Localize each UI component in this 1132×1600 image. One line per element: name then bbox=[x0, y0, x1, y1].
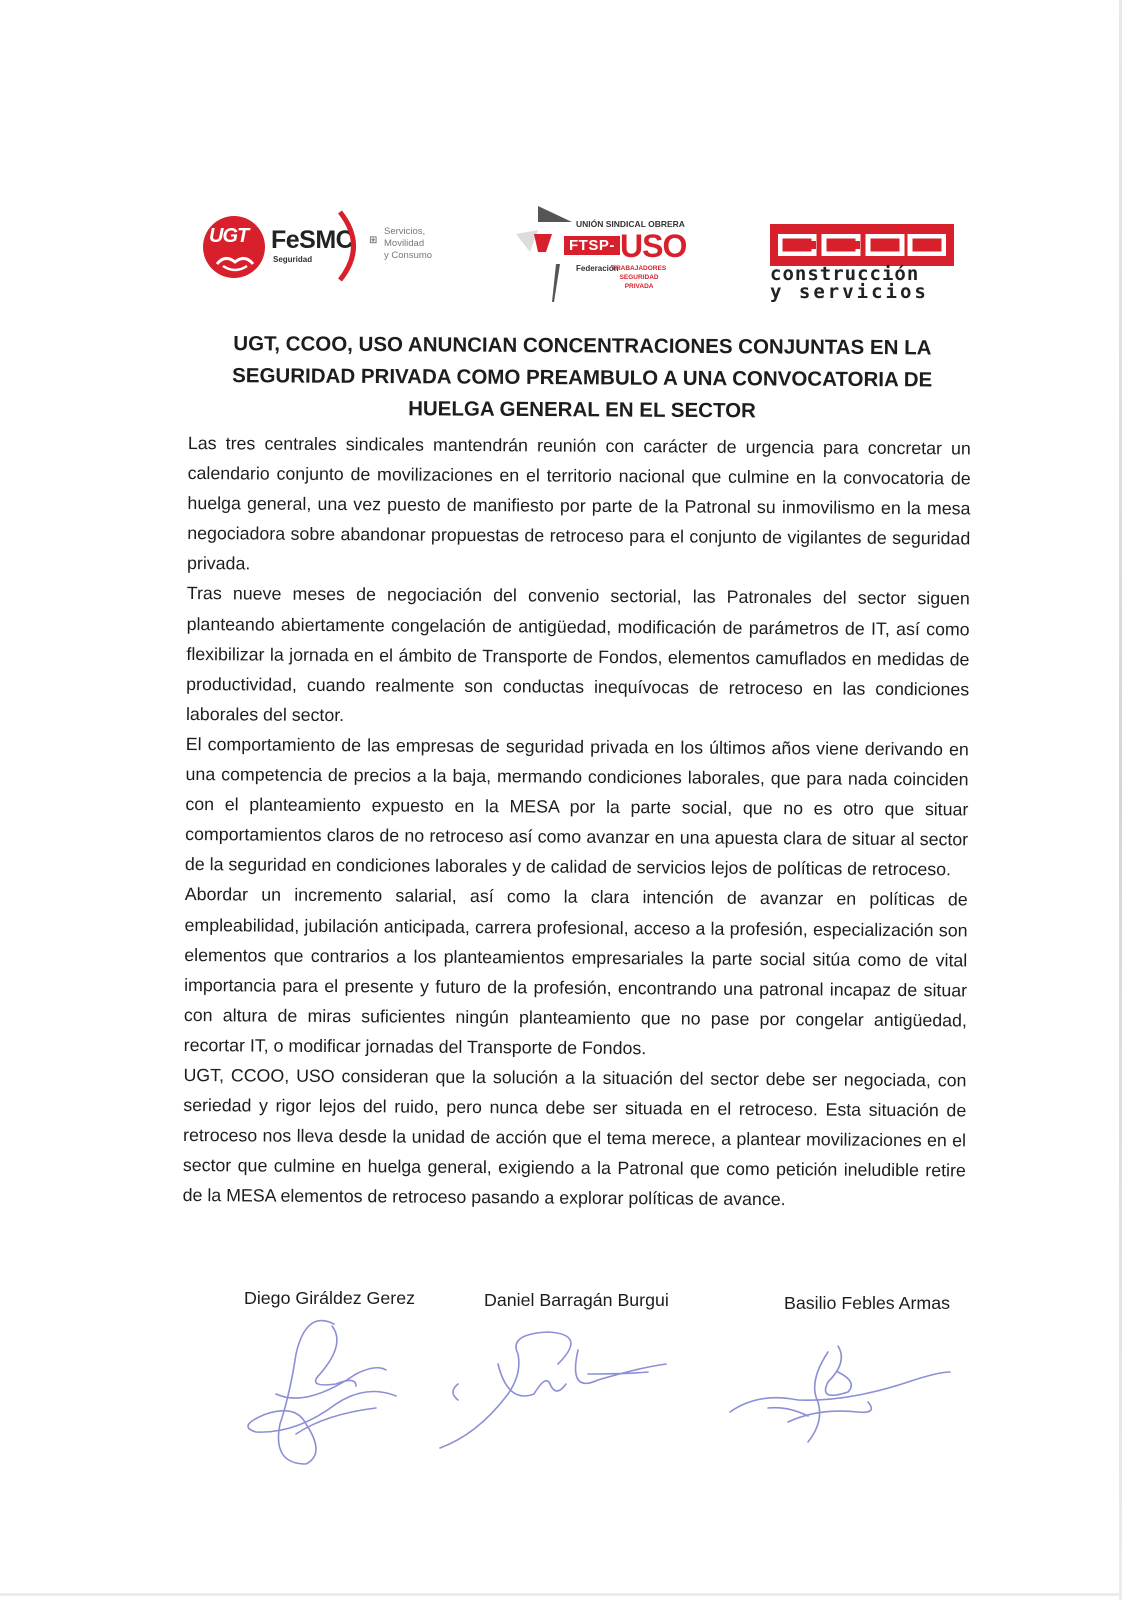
fesmc-sector: Servicios, Movilidad y Consumo bbox=[384, 226, 433, 261]
paragraph: Tras nueve meses de negociación del convenio sectorial, las Patronales del sector siguen planteando abiertamente congelación de antigüedad, modificación de parámetros de IT, así como flexibilizar la jornada en el ámbito de Transporte de Fondos, elementos camuflados en medidas de productividad, cuando realmente son conductas inequívocas de retroceso en las condiciones laborales del sector. bbox=[185, 583, 970, 725]
title-line: UGT, CCOO, USO ANUNCIAN CONCENTRACIONES CONJUNTAS EN LA bbox=[233, 332, 932, 360]
ftsp-uso-logo bbox=[512, 204, 692, 304]
signature-1 bbox=[236, 1314, 406, 1474]
fesmc-name: FeSMC bbox=[271, 226, 354, 254]
uso-federation-lines: TRABAJADORES SEGURIDAD PRIVADA bbox=[612, 265, 667, 290]
page-bottom-edge bbox=[0, 1593, 1120, 1596]
ccoo-line1: construcción bbox=[770, 263, 920, 285]
ugt-mark: UGT bbox=[209, 225, 249, 247]
fesmc-arc-icon bbox=[337, 208, 367, 284]
document-body bbox=[183, 428, 971, 1216]
title-line: HUELGA GENERAL EN EL SECTOR bbox=[408, 397, 756, 423]
ccoo-logo bbox=[770, 224, 954, 304]
uso-name: USO bbox=[620, 228, 687, 264]
signatory-name: Daniel Barragán Burgui bbox=[484, 1290, 669, 1310]
signature-2 bbox=[438, 1324, 678, 1456]
ccoo-red-box bbox=[770, 224, 954, 266]
page-edge bbox=[1119, 0, 1122, 1600]
signatory-name: Basilio Febles Armas bbox=[784, 1293, 951, 1313]
fesmc-small-mark-icon: ⊞ bbox=[369, 235, 378, 246]
paragraph: Abordar un incremento salarial, así como la clara intención de avanzar en políticas de empleabilidad, jubilación anticipada, carrera profesional, acceso a la profesión, especialización son elementos que contrarios a los planteamientos empresariales la parte social sitúa como de vital importancia para el presente y futuro de la profesión, encontrando una patronal incapaz de situar con altura de miras suficientes ningún planteamiento que no pase por congelar antigüedad, recortar IT, o modificar jornadas del Transporte de Fondos. bbox=[183, 884, 968, 1059]
fesmc-sub: Seguridad bbox=[273, 255, 313, 264]
title-line: SEGURIDAD PRIVADA COMO PREAMBULO A UNA CONVOCATORIA DE bbox=[232, 364, 933, 392]
paragraph: El comportamiento de las empresas de seguridad privada en los últimos años viene derivando en una competencia de precios a la baja, mermando condiciones laborales, que para nada coinciden con el planteamiento expuesto en la MESA por la parte social, que no es otro que situar comportamientos claros de no retroceso así como avanzar en una apuesta clara de situar al sector de la seguridad en condiciones laborales y de calidad de servicios lejos de políticas de retroceso. bbox=[184, 733, 969, 880]
uso-top-text: UNIÓN SINDICAL OBRERA bbox=[576, 219, 685, 229]
ugt-fesmc-logo bbox=[203, 208, 463, 284]
paragraph: Las tres centrales sindicales mantendrán reunión con carácter de urgencia para concretar un calendario conjunto de movilizaciones en el territorio nacional que culmine en la convocatoria de huelga general, una vez puesto de manifiesto por parte de la Patronal su inmovilismo en la mesa negociadora sobre abandonar propuestas de retroceso para el conjunto de vigilantes de seguridad privada. bbox=[186, 432, 971, 574]
handshake-icon bbox=[215, 250, 255, 274]
uso-ftsp: FTSP- bbox=[564, 236, 620, 255]
signature-3 bbox=[728, 1342, 954, 1452]
paragraph: UGT, CCOO, USO consideran que la solución a la situación del sector debe ser negociada, con seriedad y rigor lejos del ruido, pero nunca debe ser situada en el retroceso. Esta situación de retroceso nos lleva desde la unidad de acción que el tema merece, a plantear movilizaciones en el sector que culmine en huelga general, exigiendo a la Patronal que como petición ineludible retire de la MESA elementos de retroceso pasando a explorar políticas de avance. bbox=[182, 1064, 967, 1210]
ccoo-mark-icon bbox=[778, 234, 946, 256]
ugt-circle bbox=[203, 216, 265, 278]
uso-federation: Federación bbox=[576, 264, 619, 273]
page-title bbox=[209, 328, 955, 429]
signatory-name: Diego Giráldez Gerez bbox=[244, 1288, 415, 1308]
ccoo-line2: y servicios bbox=[770, 281, 929, 303]
